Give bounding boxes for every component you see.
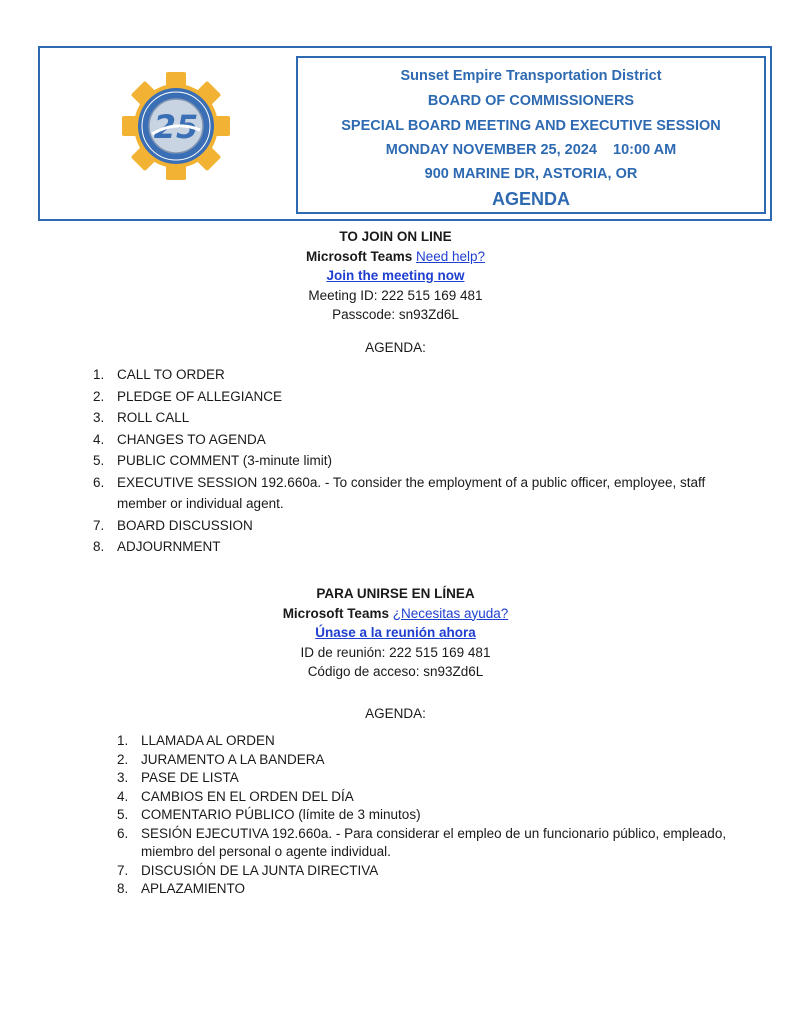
teams-row-es — [0, 604, 791, 624]
need-help-link[interactable]: Need help? — [415, 248, 486, 264]
svg-text:25: 25 — [153, 108, 199, 146]
list-item: 2. JURAMENTO A LA BANDERA — [117, 751, 325, 767]
join-heading-es: PARA UNIRSE EN LÍNEA — [316, 586, 475, 601]
meeting-type: SPECIAL BOARD MEETING AND EXECUTIVE SESSION — [341, 118, 721, 134]
english-agenda-label: AGENDA: — [365, 340, 426, 355]
spanish-agenda-label: AGENDA: — [365, 706, 426, 721]
header-box — [38, 46, 772, 221]
list-item: 8. APLAZAMIENTO — [117, 881, 246, 896]
meeting-id-es: ID de reunión: 222 515 169 481 — [300, 644, 491, 660]
list-item: 3. ROLL CALL — [93, 410, 190, 425]
passcode-es: Código de acceso: sn93Zd6L — [307, 664, 484, 679]
list-item: 6. EXECUTIVE SESSION 192.660a. - To consider the employment of a public officer, employee, staff member or individual agent. — [93, 474, 706, 511]
join-meeting-link-es[interactable]: Únase a la reunión ahora — [315, 625, 476, 640]
meeting-address: 900 MARINE DR, ASTORIA, OR — [424, 166, 638, 182]
list-item: 1. LLAMADA AL ORDEN — [117, 733, 275, 748]
list-item: 4. CAMBIOS EN EL ORDEN DEL DÍA — [117, 788, 354, 804]
english-agenda-list — [93, 364, 733, 558]
list-item: 5. COMENTARIO PÚBLICO (límite de 3 minutos) — [117, 807, 421, 822]
org-name: Sunset Empire Transportation District — [400, 68, 662, 84]
teams-label-es: Microsoft Teams — [282, 605, 389, 621]
agenda-title: AGENDA — [491, 189, 570, 209]
sunset-empire-25-logo-icon — [122, 72, 230, 180]
list-item: 7. DISCUSIÓN DE LA JUNTA DIRECTIVA — [117, 862, 379, 878]
list-item: 8. ADJOURNMENT — [93, 539, 221, 554]
join-heading: TO JOIN ON LINE — [339, 229, 452, 244]
list-item: 4. CHANGES TO AGENDA — [93, 431, 266, 447]
list-item: 2. PLEDGE OF ALLEGIANCE — [93, 388, 283, 404]
teams-row — [0, 247, 791, 267]
need-help-link-es[interactable]: ¿Necesitas ayuda? — [392, 605, 509, 621]
list-item: 7. BOARD DISCUSSION — [93, 517, 253, 533]
spanish-agenda-list — [117, 732, 737, 899]
list-item: 5. PUBLIC COMMENT (3-minute limit) — [93, 453, 333, 468]
list-item: 1. CALL TO ORDER — [93, 367, 225, 382]
meeting-date-time: MONDAY NOVEMBER 25, 2024 10:00 AM — [385, 142, 677, 158]
board-name: BOARD OF COMMISSIONERS — [427, 93, 635, 109]
english-join-section — [0, 227, 791, 325]
meeting-id: Meeting ID: 222 515 169 481 — [308, 287, 483, 303]
join-meeting-link[interactable]: Join the meeting now — [326, 268, 465, 283]
teams-label: Microsoft Teams — [305, 248, 413, 264]
passcode: Passcode: sn93Zd6L — [332, 307, 459, 322]
spanish-join-section — [0, 584, 791, 682]
list-item: 6. SESIÓN EJECUTIVA 192.660a. - Para considerar el empleo de un funcionario público, empleado, miembro del personal o agente individual. — [117, 825, 727, 859]
header-title-box — [296, 56, 766, 214]
list-item: 3. PASE DE LISTA — [117, 770, 239, 785]
